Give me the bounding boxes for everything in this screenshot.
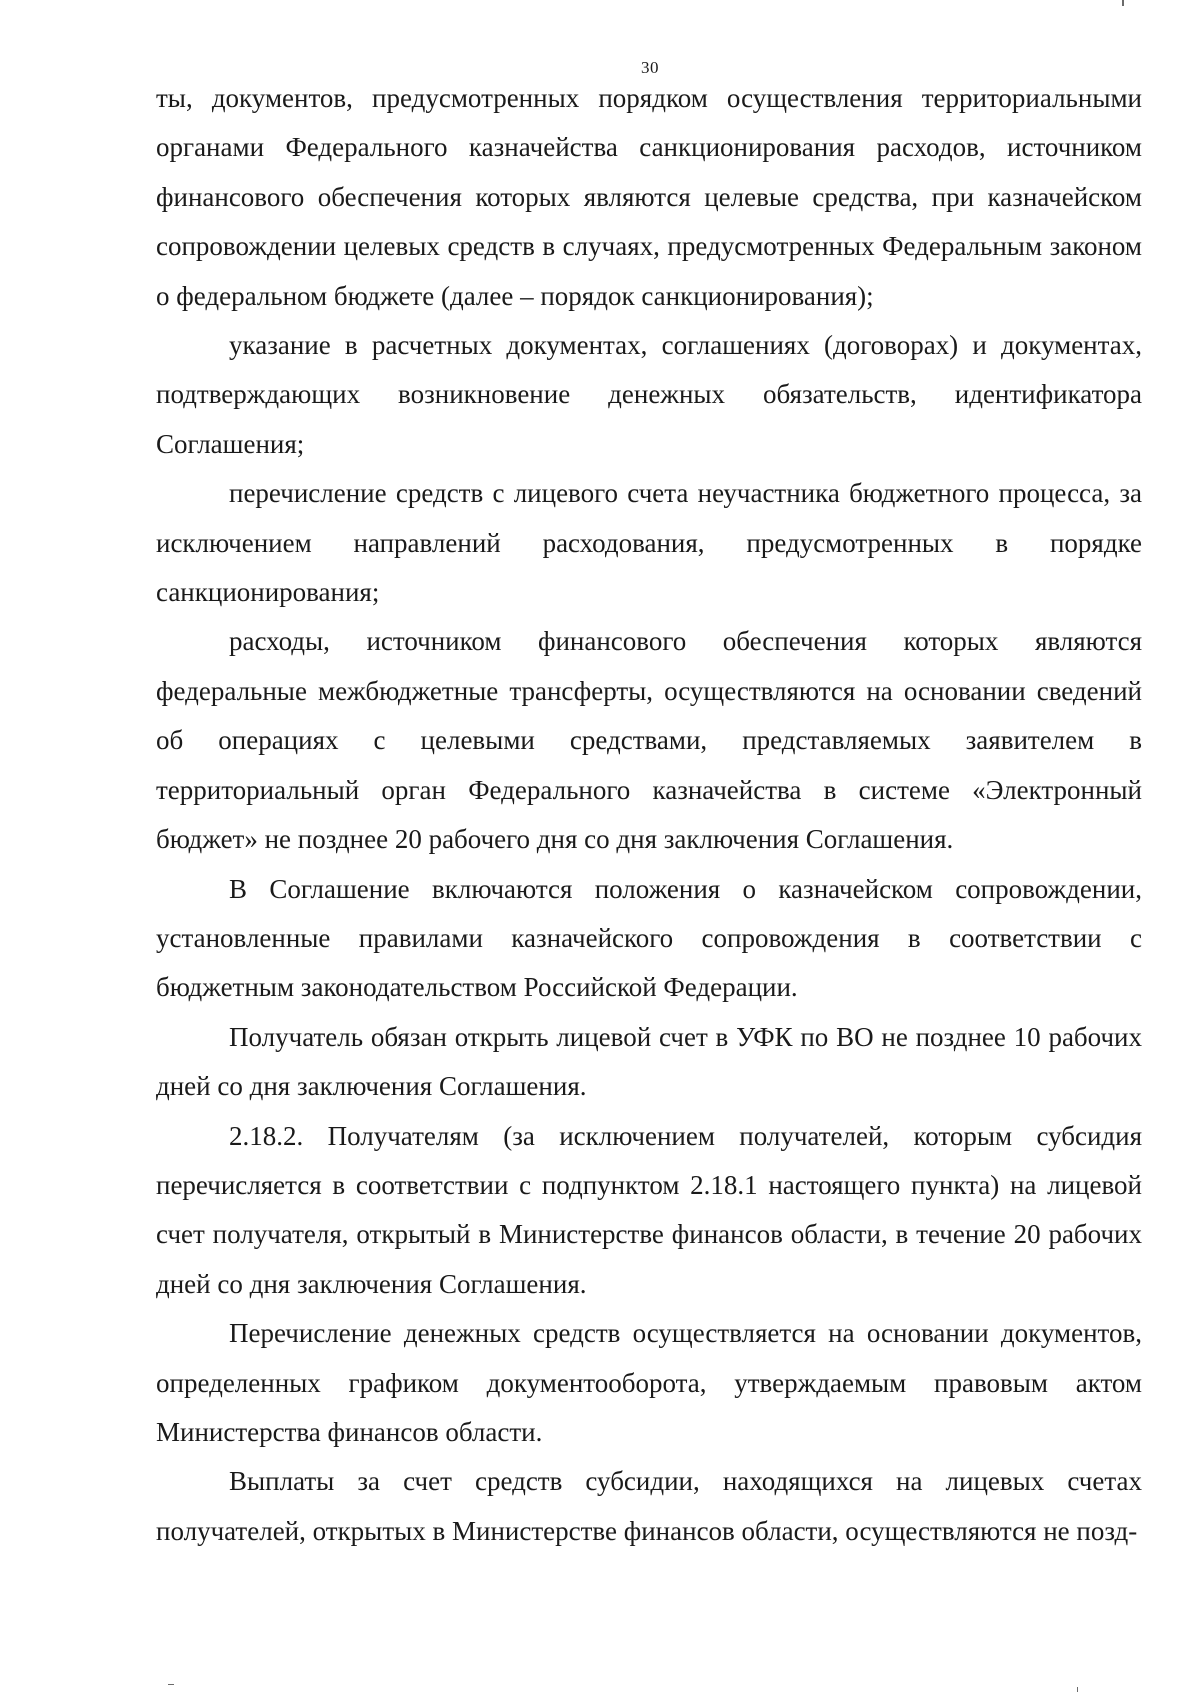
paragraph-expenses: расходы, источником финансового обеспечения которых являются федеральные межбюджетные трансферты, осуществляются на основании сведений об операциях с целевыми средствами, представляемых заявителем в территориальный орган Федерального казначейства в системе «Электронный бюджет» не позднее 20 рабочего дня со дня заключения Соглашения.: [156, 626, 1142, 855]
paragraph-clause-2-18-2: 2.18.2. Получателям (за исключением получателей, которым субсидия перечисляется в соответствии с подпунктом 2.18.1 настоящего пункта) на лицевой счет получателя, открытый в Министерстве финансов области, в течение 20 рабочих дней со дня заключения Соглашения.: [156, 1120, 1142, 1299]
scan-artifact-top-right: [1122, 0, 1124, 6]
page-number: 30: [641, 58, 659, 77]
scan-artifact-bottom-left: [168, 1684, 174, 1685]
paragraph-agreement-provisions: В Соглашение включаются положения о казначейском сопровождении, установленные правилами казначейского сопровождения в соответствии с бюджетным законодательством Российской Федерации.: [156, 873, 1142, 1003]
paragraph-payments: Выплаты за счет средств субсидии, находящихся на лицевых счетах получателей, открытых в Министерстве финансов области, осуществляются не позд-: [156, 1466, 1142, 1546]
paragraph-transfer-basis: Перечисление денежных средств осуществляется на основании документов, определенных графиком документооборота, утверждаемым правовым актом Министерства финансов области.: [156, 1318, 1142, 1447]
paragraph-continuation: ты, документов, предусмотренных порядком осуществления территориальными органами Федерального казначейства санкционирования расходов, источником финансового обеспечения которых являются целевые средства, при казначейском сопровождении целевых средств в случаях, предусмотренных Федеральным законом о федеральном бюджете (далее – порядок санкционирования);: [156, 83, 1142, 311]
paragraph-account-opening: Получатель обязан открыть лицевой счет в УФК по ВО не позднее 10 рабочих дней со дня заключения Соглашения.: [156, 1021, 1142, 1102]
paragraph-identifier: указание в расчетных документах, соглашениях (договорах) и документах, подтверждающих возникновение денежных обязательств, идентификатора Соглашения;: [156, 330, 1142, 459]
scan-artifact-bottom-right: [1077, 1687, 1078, 1692]
document-body: [156, 74, 1142, 1556]
paragraph-transfer-restriction: перечисление средств с лицевого счета неучастника бюджетного процесса, за исключением направлений расходования, предусмотренных в порядке санкционирования;: [156, 478, 1142, 608]
